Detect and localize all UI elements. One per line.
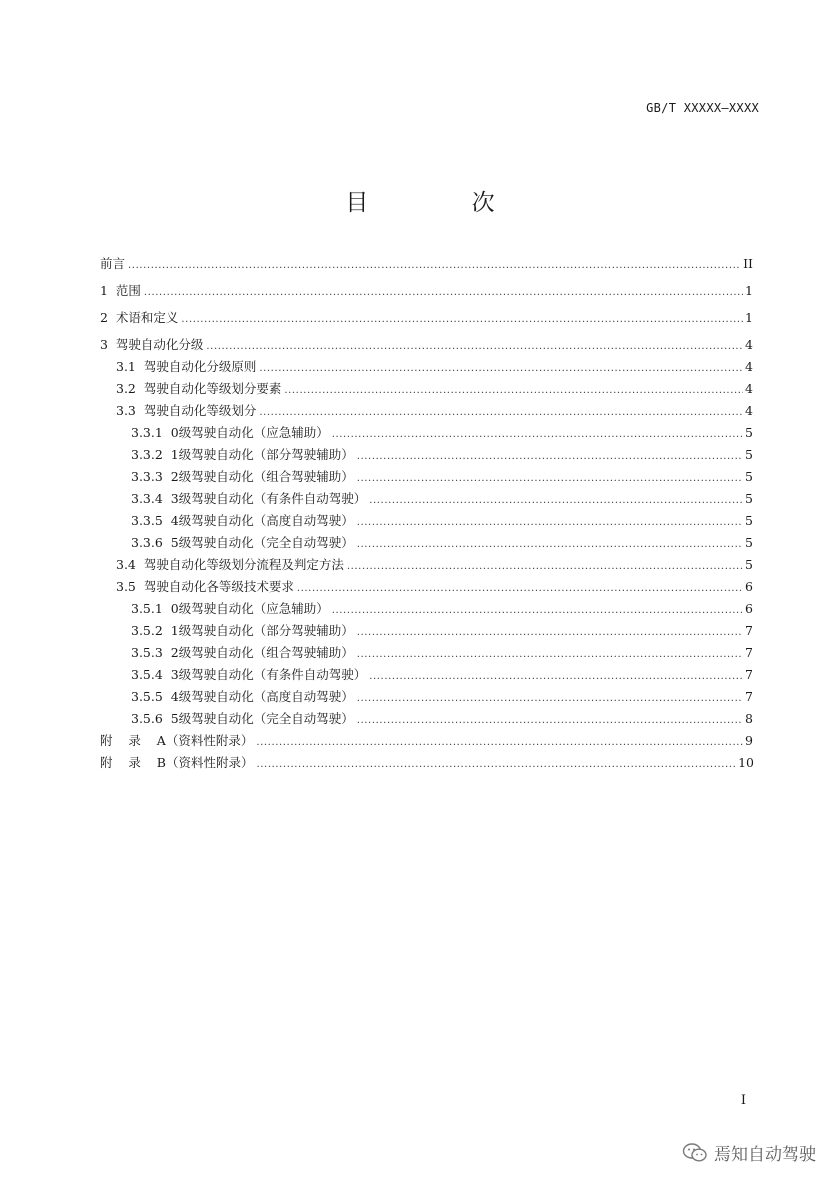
- toc-leader-dots: [297, 578, 743, 600]
- toc-leader-dots: [128, 255, 741, 277]
- toc-leader-dots: [357, 710, 743, 732]
- toc-entry-page: 7: [745, 623, 753, 638]
- toc-entry[interactable]: [100, 730, 753, 752]
- toc-entry-page: 5: [745, 513, 753, 528]
- toc-leader-dots: [357, 688, 743, 710]
- toc-leader-dots: [256, 732, 743, 754]
- toc-entry[interactable]: [131, 466, 753, 488]
- toc-entry[interactable]: [116, 378, 753, 400]
- toc-entry-page: 5: [745, 535, 753, 550]
- toc-leader-dots: [357, 622, 743, 644]
- toc-leader-dots: [259, 358, 743, 380]
- toc-leader-dots: [357, 468, 743, 490]
- toc-entry-page: 5: [745, 491, 753, 506]
- toc-entry[interactable]: [131, 620, 753, 642]
- toc-leader-dots: [357, 534, 743, 556]
- toc-entry[interactable]: [131, 598, 753, 620]
- toc-entry[interactable]: [131, 444, 753, 466]
- toc-entry-page: 5: [745, 425, 753, 440]
- toc-entry-page: 7: [745, 667, 753, 682]
- toc-entry[interactable]: [131, 488, 753, 510]
- watermark-text: 焉知自动驾驶: [714, 1145, 816, 1165]
- toc-entry-page: II: [743, 256, 753, 271]
- toc-entry[interactable]: [131, 510, 753, 532]
- toc-entry-label: 3.5.3 2级驾驶自动化（组合驾驶辅助）: [131, 645, 354, 660]
- toc-entry-page: 9: [745, 733, 753, 748]
- toc-entry[interactable]: [100, 334, 753, 356]
- toc-entry-label: 3.1 驾驶自动化分级原则: [116, 359, 257, 374]
- toc-leader-dots: [357, 512, 743, 534]
- toc-entry[interactable]: [131, 422, 753, 444]
- toc-leader-dots: [332, 424, 743, 446]
- watermark: [682, 1140, 816, 1165]
- toc-leader-dots: [206, 336, 743, 358]
- toc-entry-label: 3.5 驾驶自动化各等级技术要求: [116, 579, 294, 594]
- toc-entry-page: 6: [745, 601, 753, 616]
- toc-entry[interactable]: [100, 280, 753, 302]
- toc-leader-dots: [347, 556, 743, 578]
- toc-leader-dots: [144, 282, 743, 304]
- toc-entry[interactable]: [116, 576, 753, 598]
- toc-entry-label: 3.3.4 3级驾驶自动化（有条件自动驾驶）: [131, 491, 367, 506]
- toc-entry[interactable]: [131, 642, 753, 664]
- toc-leader-dots: [332, 600, 743, 622]
- wechat-icon: [682, 1142, 708, 1164]
- toc-leader-dots: [259, 402, 743, 424]
- header-standard-code: GB/T XXXXX—XXXX: [646, 101, 759, 115]
- toc-entry-label: 3.3.1 0级驾驶自动化（应急辅助）: [131, 425, 329, 440]
- toc-leader-dots: [284, 380, 743, 402]
- toc-entry-page: 5: [745, 557, 753, 572]
- toc-entry-label: 3.3 驾驶自动化等级划分: [116, 403, 257, 418]
- toc-entry-page: 4: [745, 381, 753, 396]
- footer-page-number: I: [740, 1093, 746, 1108]
- toc-leader-dots: [357, 446, 743, 468]
- toc-leader-dots: [369, 666, 743, 688]
- toc-entry[interactable]: [100, 307, 753, 329]
- toc-entry-page: 5: [745, 469, 753, 484]
- toc-entry-label: 3.3.2 1级驾驶自动化（部分驾驶辅助）: [131, 447, 354, 462]
- toc-entry[interactable]: [116, 554, 753, 576]
- toc-entry[interactable]: [116, 400, 753, 422]
- toc-entry-page: 7: [745, 645, 753, 660]
- toc-entry-page: 4: [745, 403, 753, 418]
- toc-entry[interactable]: [131, 686, 753, 708]
- toc-entry[interactable]: [131, 708, 753, 730]
- toc-entry[interactable]: [100, 253, 753, 275]
- toc-entry-label: 3.3.3 2级驾驶自动化（组合驾驶辅助）: [131, 469, 354, 484]
- toc-leader-dots: [357, 644, 743, 666]
- toc-entry-page: 7: [745, 689, 753, 704]
- toc-entry[interactable]: [131, 532, 753, 554]
- toc-entry-page: 1: [745, 310, 753, 325]
- toc-entry-label: 3 驾驶自动化分级: [100, 337, 204, 352]
- toc-entry-label: 3.3.6 5级驾驶自动化（完全自动驾驶）: [131, 535, 354, 550]
- toc-entry-page: 4: [745, 337, 753, 352]
- toc-entry-page: 10: [738, 755, 754, 770]
- page-title: 目 次: [345, 190, 543, 216]
- toc-entry[interactable]: [131, 664, 753, 686]
- toc-entry-label: 3.5.5 4级驾驶自动化（高度自动驾驶）: [131, 689, 354, 704]
- toc-entry-page: 1: [745, 283, 753, 298]
- toc-entry-page: 4: [745, 359, 753, 374]
- toc-entry-page: 5: [745, 447, 753, 462]
- toc-entry-label: 3.2 驾驶自动化等级划分要素: [116, 381, 282, 396]
- toc-entry-label: 2 术语和定义: [100, 310, 179, 325]
- toc-entry-label: 3.5.1 0级驾驶自动化（应急辅助）: [131, 601, 329, 616]
- toc-entry-label: 前言: [100, 256, 126, 271]
- toc-entry-label: 3.3.5 4级驾驶自动化（高度自动驾驶）: [131, 513, 354, 528]
- toc-entry-label: 1 范围: [100, 283, 141, 298]
- toc-leader-dots: [256, 754, 736, 776]
- toc-leader-dots: [369, 490, 743, 512]
- toc-entry[interactable]: [100, 752, 754, 774]
- toc-entry-label: 3.4 驾驶自动化等级划分流程及判定方法: [116, 557, 344, 572]
- toc-leader-dots: [181, 309, 743, 331]
- toc-entry-label: 附 录 B（资料性附录）: [100, 755, 254, 770]
- toc-entry-label: 3.5.4 3级驾驶自动化（有条件自动驾驶）: [131, 667, 367, 682]
- toc-entry-label: 附 录 A（资料性附录）: [100, 733, 254, 748]
- toc-entry-label: 3.5.6 5级驾驶自动化（完全自动驾驶）: [131, 711, 354, 726]
- toc-entry-label: 3.5.2 1级驾驶自动化（部分驾驶辅助）: [131, 623, 354, 638]
- toc-entry[interactable]: [116, 356, 753, 378]
- toc-entry-page: 8: [745, 711, 753, 726]
- toc-entry-page: 6: [745, 579, 753, 594]
